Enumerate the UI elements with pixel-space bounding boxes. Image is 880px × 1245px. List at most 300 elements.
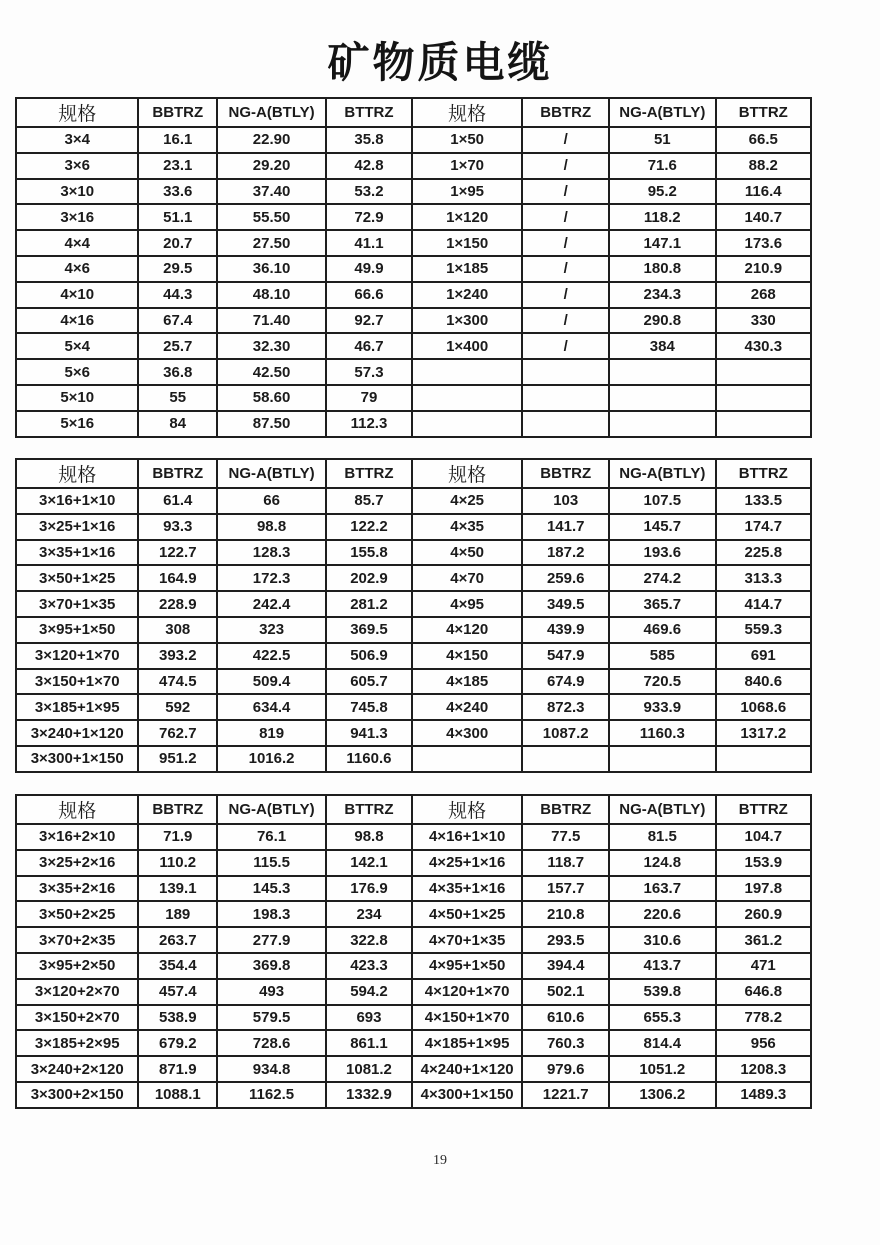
value-cell: 594.2: [326, 979, 412, 1005]
spec-cell: 4×240+1×120: [412, 1056, 523, 1082]
spec-cell: 3×10: [16, 179, 138, 205]
value-cell: 871.9: [138, 1056, 217, 1082]
column-header: BBTRZ: [522, 795, 609, 824]
spec-cell: 4×25: [412, 488, 523, 514]
column-header: BBTRZ: [522, 98, 609, 127]
spec-cell: 4×35+1×16: [412, 876, 523, 902]
column-header: BBTRZ: [138, 98, 217, 127]
value-cell: 605.7: [326, 669, 412, 695]
value-cell: 585: [609, 643, 716, 669]
value-cell: 145.3: [217, 876, 326, 902]
value-cell: 469.6: [609, 617, 716, 643]
value-cell: 88.2: [716, 153, 811, 179]
value-cell: 506.9: [326, 643, 412, 669]
value-cell: 1081.2: [326, 1056, 412, 1082]
value-cell: 23.1: [138, 153, 217, 179]
value-cell: 330: [716, 308, 811, 334]
value-cell: 84: [138, 411, 217, 437]
value-cell: 118.2: [609, 204, 716, 230]
value-cell: 1068.6: [716, 694, 811, 720]
spec-cell: 3×70+1×35: [16, 591, 138, 617]
value-cell: 646.8: [716, 979, 811, 1005]
table-row: [16, 359, 811, 385]
value-cell: 322.8: [326, 927, 412, 953]
value-cell: 393.2: [138, 643, 217, 669]
value-cell: 29.20: [217, 153, 326, 179]
value-cell: 92.7: [326, 308, 412, 334]
column-header: 规格: [16, 459, 138, 488]
value-cell: 274.2: [609, 565, 716, 591]
table-row: [16, 824, 811, 850]
value-cell: 933.9: [609, 694, 716, 720]
spec-cell: 1×400: [412, 333, 523, 359]
value-cell: 1160.6: [326, 746, 412, 772]
column-header: BTTRZ: [326, 459, 412, 488]
value-cell: 290.8: [609, 308, 716, 334]
value-cell: 55.50: [217, 204, 326, 230]
price-table-3-plus-1-core: [15, 458, 812, 773]
page-title: 矿物质电缆: [327, 41, 553, 87]
column-header: BTTRZ: [326, 795, 412, 824]
column-header: NG-A(BTLY): [609, 459, 716, 488]
value-cell: 323: [217, 617, 326, 643]
table-row: [16, 876, 811, 902]
value-cell: 814.4: [609, 1030, 716, 1056]
value-cell: 122.7: [138, 540, 217, 566]
value-cell: 579.5: [217, 1005, 326, 1031]
table-row: [16, 591, 811, 617]
value-cell: 141.7: [522, 514, 609, 540]
value-cell: 164.9: [138, 565, 217, 591]
spec-cell: 4×70+1×35: [412, 927, 523, 953]
spec-cell: 3×120+2×70: [16, 979, 138, 1005]
value-cell: 471: [716, 953, 811, 979]
value-cell: 538.9: [138, 1005, 217, 1031]
value-cell: [609, 746, 716, 772]
value-cell: 234.3: [609, 282, 716, 308]
value-cell: 354.4: [138, 953, 217, 979]
value-cell: 189: [138, 901, 217, 927]
value-cell: 133.5: [716, 488, 811, 514]
value-cell: 115.5: [217, 850, 326, 876]
spec-cell: 3×120+1×70: [16, 643, 138, 669]
spec-cell: 4×240: [412, 694, 523, 720]
table-row: [16, 746, 811, 772]
value-cell: 369.5: [326, 617, 412, 643]
value-cell: 87.50: [217, 411, 326, 437]
value-cell: 95.2: [609, 179, 716, 205]
value-cell: 142.1: [326, 850, 412, 876]
spec-cell: 4×4: [16, 230, 138, 256]
value-cell: 260.9: [716, 901, 811, 927]
value-cell: 71.9: [138, 824, 217, 850]
value-cell: 98.8: [326, 824, 412, 850]
value-cell: 110.2: [138, 850, 217, 876]
value-cell: 103: [522, 488, 609, 514]
value-cell: 1306.2: [609, 1082, 716, 1108]
page-number: 19: [433, 1153, 447, 1168]
spec-cell: 1×300: [412, 308, 523, 334]
spec-cell: 3×16+1×10: [16, 488, 138, 514]
value-cell: 225.8: [716, 540, 811, 566]
value-cell: 72.9: [326, 204, 412, 230]
value-cell: 422.5: [217, 643, 326, 669]
value-cell: 35.8: [326, 127, 412, 153]
table-row: [16, 669, 811, 695]
value-cell: 1088.1: [138, 1082, 217, 1108]
spec-cell: 4×120+1×70: [412, 979, 523, 1005]
table-row: [16, 1030, 811, 1056]
value-cell: 41.1: [326, 230, 412, 256]
table-row: [16, 1005, 811, 1031]
value-cell: 979.6: [522, 1056, 609, 1082]
value-cell: 539.8: [609, 979, 716, 1005]
spec-cell: 4×50: [412, 540, 523, 566]
value-cell: 313.3: [716, 565, 811, 591]
value-cell: 655.3: [609, 1005, 716, 1031]
value-cell: 51.1: [138, 204, 217, 230]
value-cell: 778.2: [716, 1005, 811, 1031]
spec-cell: 3×240+1×120: [16, 720, 138, 746]
value-cell: 1087.2: [522, 720, 609, 746]
value-cell: 1160.3: [609, 720, 716, 746]
value-cell: 413.7: [609, 953, 716, 979]
value-cell: 93.3: [138, 514, 217, 540]
column-header: BBTRZ: [138, 459, 217, 488]
table-row: [16, 1056, 811, 1082]
spec-cell: 3×300+2×150: [16, 1082, 138, 1108]
spec-cell: 3×70+2×35: [16, 927, 138, 953]
value-cell: 861.1: [326, 1030, 412, 1056]
table-row: [16, 153, 811, 179]
table-row: [16, 953, 811, 979]
value-cell: 634.4: [217, 694, 326, 720]
value-cell: 49.9: [326, 256, 412, 282]
spec-cell: 3×25+1×16: [16, 514, 138, 540]
value-cell: 202.9: [326, 565, 412, 591]
spec-cell: 4×185+1×95: [412, 1030, 523, 1056]
value-cell: 85.7: [326, 488, 412, 514]
value-cell: 116.4: [716, 179, 811, 205]
spec-cell: 5×16: [16, 411, 138, 437]
value-cell: 44.3: [138, 282, 217, 308]
value-cell: 365.7: [609, 591, 716, 617]
table-row: [16, 488, 811, 514]
value-cell: 128.3: [217, 540, 326, 566]
value-cell: 51: [609, 127, 716, 153]
table-row: [16, 127, 811, 153]
value-cell: 439.9: [522, 617, 609, 643]
value-cell: 293.5: [522, 927, 609, 953]
value-cell: 145.7: [609, 514, 716, 540]
column-header: NG-A(BTLY): [217, 795, 326, 824]
value-cell: 71.6: [609, 153, 716, 179]
value-cell: 745.8: [326, 694, 412, 720]
spec-cell: 3×50+1×25: [16, 565, 138, 591]
value-cell: 210.9: [716, 256, 811, 282]
value-cell: 228.9: [138, 591, 217, 617]
value-cell: 174.7: [716, 514, 811, 540]
value-cell: 762.7: [138, 720, 217, 746]
value-cell: 172.3: [217, 565, 326, 591]
value-cell: 1016.2: [217, 746, 326, 772]
value-cell: 1162.5: [217, 1082, 326, 1108]
value-cell: 263.7: [138, 927, 217, 953]
table-row: [16, 979, 811, 1005]
value-cell: 872.3: [522, 694, 609, 720]
table-row: [16, 204, 811, 230]
spec-cell: 1×70: [412, 153, 523, 179]
value-cell: 277.9: [217, 927, 326, 953]
value-cell: 104.7: [716, 824, 811, 850]
table-row: [16, 643, 811, 669]
value-cell: 592: [138, 694, 217, 720]
spec-cell: 4×25+1×16: [412, 850, 523, 876]
value-cell: 384: [609, 333, 716, 359]
spec-cell: [412, 359, 523, 385]
value-cell: 153.9: [716, 850, 811, 876]
spec-cell: [412, 385, 523, 411]
table-row: [16, 308, 811, 334]
value-cell: 33.6: [138, 179, 217, 205]
value-cell: 509.4: [217, 669, 326, 695]
spec-cell: 4×95+1×50: [412, 953, 523, 979]
value-cell: 220.6: [609, 901, 716, 927]
value-cell: 46.7: [326, 333, 412, 359]
value-cell: 259.6: [522, 565, 609, 591]
value-cell: 1317.2: [716, 720, 811, 746]
column-header: NG-A(BTLY): [217, 459, 326, 488]
value-cell: 197.8: [716, 876, 811, 902]
value-cell: 1208.3: [716, 1056, 811, 1082]
table-row: [16, 1082, 811, 1108]
value-cell: [716, 411, 811, 437]
spec-cell: 1×120: [412, 204, 523, 230]
value-cell: /: [522, 333, 609, 359]
value-cell: 1051.2: [609, 1056, 716, 1082]
column-header: NG-A(BTLY): [217, 98, 326, 127]
spec-cell: 5×6: [16, 359, 138, 385]
value-cell: 1221.7: [522, 1082, 609, 1108]
spec-cell: 3×300+1×150: [16, 746, 138, 772]
value-cell: 457.4: [138, 979, 217, 1005]
value-cell: 140.7: [716, 204, 811, 230]
column-header: BBTRZ: [138, 795, 217, 824]
value-cell: 720.5: [609, 669, 716, 695]
value-cell: 693: [326, 1005, 412, 1031]
value-cell: 310.6: [609, 927, 716, 953]
value-cell: 118.7: [522, 850, 609, 876]
value-cell: 1489.3: [716, 1082, 811, 1108]
column-header: 规格: [412, 98, 523, 127]
spec-cell: 4×150: [412, 643, 523, 669]
value-cell: 414.7: [716, 591, 811, 617]
spec-cell: 3×95+1×50: [16, 617, 138, 643]
value-cell: 32.30: [217, 333, 326, 359]
value-cell: 474.5: [138, 669, 217, 695]
spec-cell: 4×300+1×150: [412, 1082, 523, 1108]
column-header: BTTRZ: [716, 98, 811, 127]
column-header: BTTRZ: [716, 459, 811, 488]
table-row: [16, 694, 811, 720]
value-cell: 122.2: [326, 514, 412, 540]
value-cell: 760.3: [522, 1030, 609, 1056]
column-header: NG-A(BTLY): [609, 98, 716, 127]
spec-cell: 4×300: [412, 720, 523, 746]
value-cell: 57.3: [326, 359, 412, 385]
header-row: [16, 459, 811, 488]
value-cell: /: [522, 153, 609, 179]
table-row: [16, 179, 811, 205]
spec-cell: 1×95: [412, 179, 523, 205]
value-cell: /: [522, 127, 609, 153]
value-cell: 242.4: [217, 591, 326, 617]
value-cell: 42.50: [217, 359, 326, 385]
spec-cell: 4×10: [16, 282, 138, 308]
table-row: [16, 514, 811, 540]
value-cell: 369.8: [217, 953, 326, 979]
table-row: [16, 850, 811, 876]
column-header: NG-A(BTLY): [609, 795, 716, 824]
value-cell: 155.8: [326, 540, 412, 566]
spec-cell: 4×150+1×70: [412, 1005, 523, 1031]
value-cell: 394.4: [522, 953, 609, 979]
table-row: [16, 927, 811, 953]
table-row: [16, 411, 811, 437]
value-cell: [609, 385, 716, 411]
value-cell: 81.5: [609, 824, 716, 850]
value-cell: 951.2: [138, 746, 217, 772]
table-row: [16, 333, 811, 359]
value-cell: [609, 359, 716, 385]
value-cell: 67.4: [138, 308, 217, 334]
spec-cell: 3×185+1×95: [16, 694, 138, 720]
value-cell: 124.8: [609, 850, 716, 876]
value-cell: 180.8: [609, 256, 716, 282]
value-cell: 941.3: [326, 720, 412, 746]
spec-cell: 1×150: [412, 230, 523, 256]
value-cell: /: [522, 204, 609, 230]
table-row: [16, 565, 811, 591]
value-cell: 234: [326, 901, 412, 927]
value-cell: 210.8: [522, 901, 609, 927]
table-row: [16, 230, 811, 256]
value-cell: 559.3: [716, 617, 811, 643]
column-header: 规格: [412, 459, 523, 488]
value-cell: 53.2: [326, 179, 412, 205]
spec-cell: [412, 411, 523, 437]
value-cell: 674.9: [522, 669, 609, 695]
value-cell: 71.40: [217, 308, 326, 334]
table-row: [16, 540, 811, 566]
value-cell: 493: [217, 979, 326, 1005]
value-cell: [716, 746, 811, 772]
column-header: 规格: [16, 98, 138, 127]
value-cell: 66.6: [326, 282, 412, 308]
value-cell: /: [522, 179, 609, 205]
value-cell: 139.1: [138, 876, 217, 902]
value-cell: 728.6: [217, 1030, 326, 1056]
value-cell: 25.7: [138, 333, 217, 359]
price-table-3-plus-2-core: [15, 794, 812, 1109]
value-cell: 308: [138, 617, 217, 643]
value-cell: 163.7: [609, 876, 716, 902]
value-cell: 502.1: [522, 979, 609, 1005]
value-cell: 423.3: [326, 953, 412, 979]
value-cell: 66.5: [716, 127, 811, 153]
table-row: [16, 617, 811, 643]
spec-cell: 5×4: [16, 333, 138, 359]
spec-cell: 3×185+2×95: [16, 1030, 138, 1056]
spec-cell: 3×150+2×70: [16, 1005, 138, 1031]
value-cell: 22.90: [217, 127, 326, 153]
value-cell: [522, 411, 609, 437]
value-cell: 176.9: [326, 876, 412, 902]
value-cell: /: [522, 256, 609, 282]
spec-cell: 3×16: [16, 204, 138, 230]
value-cell: 16.1: [138, 127, 217, 153]
value-cell: 193.6: [609, 540, 716, 566]
spec-cell: 1×50: [412, 127, 523, 153]
value-cell: 98.8: [217, 514, 326, 540]
value-cell: 956: [716, 1030, 811, 1056]
spec-cell: 4×16: [16, 308, 138, 334]
column-header: 规格: [412, 795, 523, 824]
price-table-single-core: [15, 97, 812, 438]
value-cell: 61.4: [138, 488, 217, 514]
value-cell: 107.5: [609, 488, 716, 514]
table-row: [16, 256, 811, 282]
value-cell: 349.5: [522, 591, 609, 617]
value-cell: 157.7: [522, 876, 609, 902]
table-row: [16, 901, 811, 927]
spec-cell: 3×25+2×16: [16, 850, 138, 876]
value-cell: [522, 385, 609, 411]
value-cell: 147.1: [609, 230, 716, 256]
value-cell: 934.8: [217, 1056, 326, 1082]
spec-cell: [412, 746, 523, 772]
spec-cell: 1×185: [412, 256, 523, 282]
spec-cell: 4×185: [412, 669, 523, 695]
value-cell: [716, 385, 811, 411]
table-row: [16, 720, 811, 746]
value-cell: 173.6: [716, 230, 811, 256]
value-cell: 77.5: [522, 824, 609, 850]
value-cell: 268: [716, 282, 811, 308]
spec-cell: 4×16+1×10: [412, 824, 523, 850]
column-header: 规格: [16, 795, 138, 824]
spec-cell: 3×4: [16, 127, 138, 153]
value-cell: 1332.9: [326, 1082, 412, 1108]
value-cell: 66: [217, 488, 326, 514]
value-cell: 29.5: [138, 256, 217, 282]
value-cell: 112.3: [326, 411, 412, 437]
column-header: BBTRZ: [522, 459, 609, 488]
spec-cell: 3×6: [16, 153, 138, 179]
spec-cell: 4×70: [412, 565, 523, 591]
spec-cell: 5×10: [16, 385, 138, 411]
spec-cell: 3×240+2×120: [16, 1056, 138, 1082]
spec-cell: 3×35+1×16: [16, 540, 138, 566]
spec-cell: 3×50+2×25: [16, 901, 138, 927]
spec-cell: 4×6: [16, 256, 138, 282]
spec-cell: 3×16+2×10: [16, 824, 138, 850]
header-row: [16, 98, 811, 127]
table-row: [16, 385, 811, 411]
value-cell: 79: [326, 385, 412, 411]
value-cell: 198.3: [217, 901, 326, 927]
spec-cell: 4×120: [412, 617, 523, 643]
